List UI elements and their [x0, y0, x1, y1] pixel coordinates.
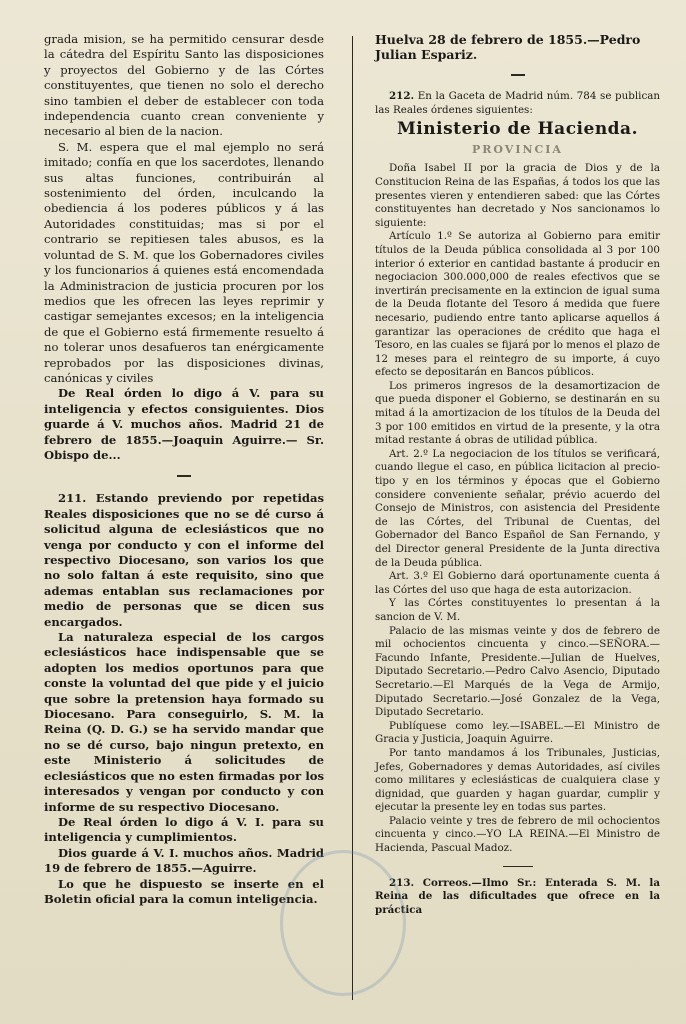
paragraph: Dios guarde á V. I. muchos años. Madrid 19 de febrero de 1855.—Aguirre.	[44, 845, 324, 876]
paragraph: Palacio veinte y tres de febrero de mil ochocientos cincuenta y cinco.—YO LA REINA.—El Ministro de Hacienda, Pascual Madoz.	[375, 814, 660, 855]
paragraph: Lo que he dispuesto se inserte en el Boletin oficial para la comun inteligencia.	[44, 876, 324, 906]
article-number: 212.	[389, 90, 415, 102]
article-1: Artículo 1.º Se autoriza al Gobierno para emitir títulos de la Deuda pública consolidada al 3 por 100 interior ó exterior en cantidad bastante á producir en negociacion 300.000,000 de reales efectivos que se invertirán precisamente en la extincion de igual suma de la Deuda flotante del Tesoro á medida que fuere necesario, pudiendo entre tanto aplicarse aquellos á garantizar las operaciones de crédito que haga el Tesoro, en las cuales se fijará por lo menos el plazo de 12 meses para el reintegro de su importe, á cuyo efecto se depositarán en Bancos públicos.	[375, 230, 660, 379]
paragraph: Doña Isabel II por la gracia de Dios y de la Constitucion Reina de las Españas, á todos los que las presentes vieren y entendieren sabed: que las Córtes constituyentes han decretado y Nos sancionamos lo siguiente:	[375, 162, 660, 229]
article-text: Correos.—Ilmo Sr.: Enterada S. M. la Reina de las dificultades que ofrece en la práctica	[375, 876, 660, 916]
paragraph: Palacio de las mismas veinte y dos de febrero de mil ochocientos cincuenta y cinco.—SEÑORA.— Facundo Infante, Presidente.—Julian de Huelves, Diputado Secretario.—Pedro Calvo Asencio, Diputado Secretario.—El Marqués de la Vega de Armijo, Diputado Secretario.—José Gonzalez de la Vega, Diputado Secretario.	[375, 624, 660, 719]
article-2: Art. 2.º La negociacion de los títulos se verificará, cuando llegue el caso, en pública licitacion al precio-tipo y en los términos y épocas que el Gobierno considere conveniente señalar, prévio acuerdo del Consejo de Ministros, con asistencia del Presidente de las Córtes, del Tribunal de Cuentas, del Gobernador del Banco Español de San Fernando, y del Director general Presidente de la Junta directiva de la Deuda pública.	[375, 447, 660, 569]
paragraph: De Real órden lo digo á V. para su inteligencia y efectos consiguientes. Dios guarde á V. muchos años. Madrid 21 de febrero de 1855.—Joaquin Aguirre.— Sr. Obispo de...	[44, 386, 324, 462]
paragraph: Los primeros ingresos de la desamortizacion de que pueda disponer el Gobierno, se destinarán en su mitad á la amortizacion de los títulos de la Deuda del 3 por 100 emitidos en virtud de la presente, y la otra mitad restante á obras de utilidad pública.	[375, 379, 660, 447]
right-column	[375, 32, 660, 1004]
article-212	[375, 90, 660, 117]
section-separator	[503, 866, 533, 867]
paragraph: S. M. espera que el mal ejemplo no será imitado; confía en que los sacerdotes, llenando sus altas funciones, contribuirán al sostenimiento del órden, inculcando la obediencia á los poderes públicos y á las Autoridades constituidas; mas si por el contrario se repitiesen tales abusos, es la voluntad de S. M. que los Gobernadores civiles y los funcionarios á quienes está encomendada la Administracion de justicia procuren por los medios que les ofrecen las leyes reprimir y castigar semejantes excesos; en la inteligencia de que el Gobierno está firmemente resuelto á no tolerar unos desafueros tan enérgicamente reprobados por las disposiciones divinas, canónicas y civiles	[44, 139, 324, 385]
article-211	[44, 491, 324, 630]
article-213	[375, 877, 660, 918]
paragraph: grada mision, se ha permitido censurar desde la cátedra del Espíritu Santo las disposiciones y proyectos del Gobierno y de las Córtes constituyentes, que tienen no solo el derecho sino tambien el deber de establecer con toda independencia cuanto crean conveniente y necesario al bien de la nacion.	[44, 32, 324, 139]
article-number: 213.	[389, 876, 415, 889]
paragraph: Y las Córtes constituyentes lo presentan á la sancion de V. M.	[375, 597, 660, 623]
section-separator	[177, 475, 191, 477]
paragraph: Por tanto mandamos á los Tribunales, Justicias, Jefes, Gobernadores y demas Autoridades, así civiles como militares y eclesiásticas de cualquiera clase y dignidad, que guarden y hagan guardar, cumplir y ejecutar la presente ley en todas sus partes.	[375, 746, 660, 814]
article-text: Estando previendo por repetidas Reales disposiciones que no se dé curso á solicitud alguna de eclesiásticos que no venga por conducto y con el informe del respectivo Diocesano, son varios los que no solo faltan á este requisito, sino que ademas entablan sus reclamaciones por medio de personas que se dicen sus encargados.	[44, 491, 324, 629]
paragraph: La naturaleza especial de los cargos eclesiásticos hace indispensable que se adopten los medios oportunos para que conste la voluntad del que pide y el juicio que sobre la pretension haya formado su Diocesano. Para conseguirlo, S. M. la Reina (Q. D. G.) se ha servido mandar que no se dé curso, bajo ningun pretexto, en este Ministerio á solicitudes de eclesiásticos que no esten firmadas por los interesados y vengan por conducto y con informe de su respectivo Diocesano.	[44, 630, 324, 814]
article-text: En la Gaceta de Madrid núm. 784 se publican las Reales órdenes siguientes:	[375, 90, 660, 116]
faded-stamp-text: PROVINCIA	[472, 142, 563, 156]
article-number: 211.	[58, 491, 87, 506]
section-heading: Ministerio de Hacienda.	[396, 119, 638, 140]
article-3: Art. 3.º El Gobierno dará oportunamente cuenta á las Córtes del uso que haga de esta autorizacion.	[375, 570, 660, 596]
paragraph: De Real órden lo digo á V. I. para su inteligencia y cumplimientos.	[44, 814, 324, 845]
section-separator	[511, 74, 525, 76]
column-divider	[352, 36, 353, 1000]
left-column	[44, 32, 324, 1004]
dateline: Huelva 28 de febrero de 1855.—Pedro Julian Espariz.	[375, 32, 641, 62]
paragraph: Publíquese como ley.—ISABEL.—El Ministro de Gracia y Justicia, Joaquin Aguirre.	[375, 719, 660, 746]
